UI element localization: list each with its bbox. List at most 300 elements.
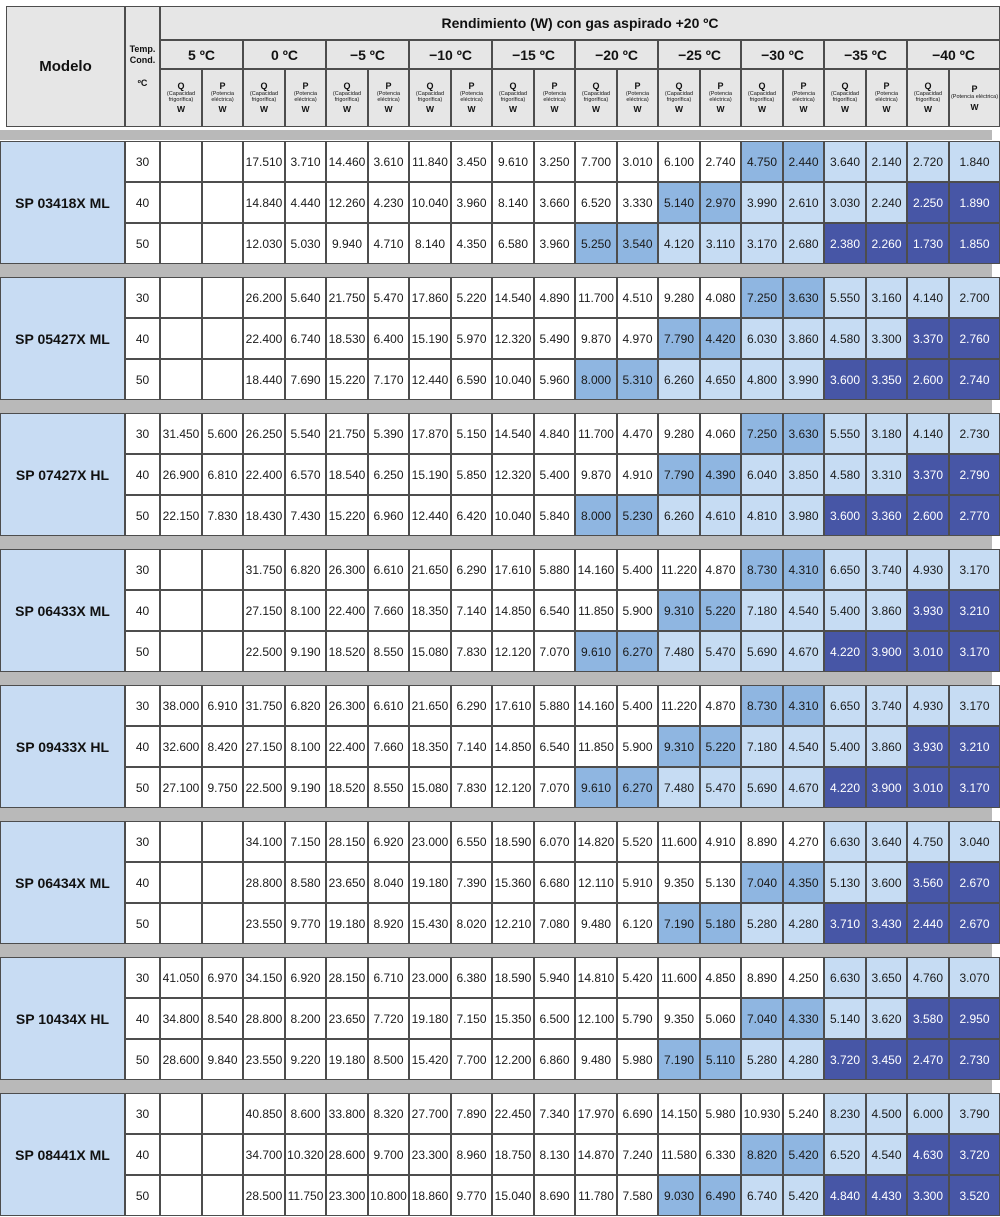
power-value-cell: 5.060 — [700, 998, 741, 1039]
power-value-cell: 6.070 — [534, 821, 575, 862]
power-value-cell: 2.440 — [783, 141, 824, 182]
power-value-cell: 7.660 — [368, 726, 409, 767]
power-value-cell: 2.740 — [949, 359, 1000, 400]
capacity-value-cell: 4.220 — [824, 631, 866, 672]
power-value-cell: 4.970 — [617, 318, 658, 359]
power-value-cell: 6.860 — [534, 1039, 575, 1080]
power-value-cell: 3.170 — [949, 631, 1000, 672]
capacity-value-cell: 14.870 — [575, 1134, 617, 1175]
power-value-cell: 2.760 — [949, 318, 1000, 359]
power-value-cell: 4.270 — [783, 821, 824, 862]
power-value-cell: 3.980 — [783, 495, 824, 536]
power-value-cell: 2.240 — [866, 182, 907, 223]
capacity-value-cell: 18.530 — [326, 318, 368, 359]
capacity-value-cell: 3.640 — [824, 141, 866, 182]
q-capacity-header — [409, 69, 451, 127]
q-label: Q — [426, 81, 434, 92]
power-value-cell: 7.150 — [285, 821, 326, 862]
power-value-cell: 3.630 — [783, 413, 824, 454]
capacity-value-cell: 18.520 — [326, 767, 368, 808]
capacity-value-cell: 1.730 — [907, 223, 949, 264]
block-separator — [0, 944, 992, 957]
capacity-value-cell: 12.100 — [575, 998, 617, 1039]
capacity-value-cell: 27.100 — [160, 767, 202, 808]
capacity-value-cell: 7.250 — [741, 277, 783, 318]
capacity-value-cell: 28.150 — [326, 957, 368, 998]
power-value-cell: 5.030 — [285, 223, 326, 264]
capacity-value-cell: 2.470 — [907, 1039, 949, 1080]
capacity-value-cell: 17.610 — [492, 685, 534, 726]
capacity-value-cell: 5.690 — [741, 631, 783, 672]
capacity-value-cell: 4.750 — [907, 821, 949, 862]
power-value-cell: 4.470 — [617, 413, 658, 454]
power-value-cell: 6.420 — [451, 495, 492, 536]
power-value-cell: 1.890 — [949, 182, 1000, 223]
capacity-value-cell — [160, 821, 202, 862]
capacity-value-cell: 11.600 — [658, 957, 700, 998]
capacity-value-cell: 31.450 — [160, 413, 202, 454]
capacity-value-cell: 3.010 — [907, 631, 949, 672]
capacity-value-cell: 14.460 — [326, 141, 368, 182]
power-value-cell: 5.470 — [368, 277, 409, 318]
power-value-cell: 4.390 — [700, 454, 741, 495]
capacity-value-cell: 18.440 — [243, 359, 285, 400]
power-value-cell: 7.140 — [451, 590, 492, 631]
power-value-cell: 6.380 — [451, 957, 492, 998]
capacity-value-cell: 6.520 — [575, 182, 617, 223]
power-value-cell: 5.230 — [617, 495, 658, 536]
capacity-value-cell: 4.750 — [741, 141, 783, 182]
power-value-cell — [202, 318, 243, 359]
condensing-temp-cell: 50 — [125, 767, 160, 808]
power-value-cell: 3.540 — [617, 223, 658, 264]
power-value-cell: 4.710 — [368, 223, 409, 264]
capacity-value-cell: 3.170 — [741, 223, 783, 264]
capacity-value-cell: 9.280 — [658, 413, 700, 454]
capacity-value-cell: 32.600 — [160, 726, 202, 767]
power-value-cell: 3.010 — [617, 141, 658, 182]
power-value-cell: 7.660 — [368, 590, 409, 631]
power-value-cell: 4.080 — [700, 277, 741, 318]
p-power-header — [949, 69, 1000, 127]
p-description: (Potencia eléctrica) — [708, 91, 733, 103]
capacity-value-cell: 4.930 — [907, 549, 949, 590]
capacity-value-cell: 3.720 — [824, 1039, 866, 1080]
power-value-cell: 3.170 — [949, 685, 1000, 726]
power-value-cell: 11.750 — [285, 1175, 326, 1216]
capacity-value-cell: 22.400 — [326, 590, 368, 631]
capacity-value-cell: 26.200 — [243, 277, 285, 318]
power-value-cell: 5.470 — [700, 767, 741, 808]
capacity-value-cell: 5.550 — [824, 277, 866, 318]
capacity-value-cell: 8.140 — [492, 182, 534, 223]
power-value-cell: 3.660 — [534, 182, 575, 223]
capacity-value-cell: 3.370 — [907, 454, 949, 495]
capacity-value-cell: 31.750 — [243, 549, 285, 590]
capacity-value-cell: 15.040 — [492, 1175, 534, 1216]
capacity-value-cell: 6.260 — [658, 359, 700, 400]
capacity-value-cell: 14.820 — [575, 821, 617, 862]
power-value-cell: 5.640 — [285, 277, 326, 318]
capacity-value-cell: 4.800 — [741, 359, 783, 400]
capacity-value-cell: 28.800 — [243, 862, 285, 903]
power-value-cell: 6.400 — [368, 318, 409, 359]
p-description: (Potencia eléctrica) — [791, 91, 816, 103]
capacity-value-cell: 15.080 — [409, 767, 451, 808]
power-value-cell: 3.160 — [866, 277, 907, 318]
power-value-cell: 3.170 — [949, 549, 1000, 590]
capacity-value-cell: 18.590 — [492, 957, 534, 998]
power-value-cell: 3.850 — [783, 454, 824, 495]
q-label: Q — [841, 81, 849, 92]
capacity-value-cell: 7.480 — [658, 631, 700, 672]
condensing-temp-cell: 40 — [125, 862, 160, 903]
power-value-cell: 4.870 — [700, 685, 741, 726]
power-value-cell: 6.810 — [202, 454, 243, 495]
capacity-value-cell — [160, 862, 202, 903]
capacity-value-cell: 11.840 — [409, 141, 451, 182]
power-value-cell: 5.880 — [534, 549, 575, 590]
q-description: (Capacidad frigorífica) — [581, 91, 611, 103]
condensing-temp-cell: 50 — [125, 1039, 160, 1080]
power-value-cell: 8.920 — [368, 903, 409, 944]
capacity-value-cell: 26.250 — [243, 413, 285, 454]
p-label: P — [971, 84, 978, 94]
p-unit: W — [882, 104, 891, 115]
capacity-value-cell: 4.580 — [824, 454, 866, 495]
power-value-cell: 6.710 — [368, 957, 409, 998]
capacity-value-cell: 15.190 — [409, 454, 451, 495]
power-value-cell — [202, 1093, 243, 1134]
capacity-value-cell: 41.050 — [160, 957, 202, 998]
power-value-cell: 2.680 — [783, 223, 824, 264]
power-value-cell: 6.820 — [285, 685, 326, 726]
power-value-cell: 8.500 — [368, 1039, 409, 1080]
power-value-cell: 5.540 — [285, 413, 326, 454]
capacity-value-cell: 15.360 — [492, 862, 534, 903]
capacity-value-cell: 9.030 — [658, 1175, 700, 1216]
power-value-cell: 4.250 — [783, 957, 824, 998]
capacity-value-cell — [160, 182, 202, 223]
q-capacity-header — [492, 69, 534, 127]
q-capacity-header — [243, 69, 285, 127]
power-value-cell: 4.650 — [700, 359, 741, 400]
evap-temp-header: −40 ºC — [907, 40, 1000, 69]
capacity-value-cell: 5.130 — [824, 862, 866, 903]
power-value-cell — [202, 631, 243, 672]
q-unit: W — [840, 104, 850, 115]
capacity-value-cell: 7.040 — [741, 998, 783, 1039]
capacity-value-cell: 23.550 — [243, 1039, 285, 1080]
power-value-cell: 8.550 — [368, 631, 409, 672]
power-value-cell: 5.400 — [617, 549, 658, 590]
power-value-cell — [202, 182, 243, 223]
model-name: SP 05427X ML — [0, 277, 125, 400]
condensing-temp-cell: 30 — [125, 685, 160, 726]
capacity-value-cell: 33.800 — [326, 1093, 368, 1134]
capacity-value-cell: 8.000 — [575, 495, 617, 536]
condensing-temp-cell: 40 — [125, 318, 160, 359]
power-value-cell: 5.490 — [534, 318, 575, 359]
power-value-cell: 5.980 — [700, 1093, 741, 1134]
power-value-cell: 3.430 — [866, 903, 907, 944]
power-value-cell: 1.840 — [949, 141, 1000, 182]
power-value-cell: 3.790 — [949, 1093, 1000, 1134]
power-value-cell: 7.140 — [451, 726, 492, 767]
p-power-header — [451, 69, 492, 127]
block-separator — [0, 400, 992, 413]
power-value-cell — [202, 862, 243, 903]
power-value-cell: 3.620 — [866, 998, 907, 1039]
capacity-value-cell: 14.160 — [575, 549, 617, 590]
p-power-header — [534, 69, 575, 127]
power-value-cell: 3.960 — [451, 182, 492, 223]
p-unit: W — [467, 104, 476, 115]
capacity-value-cell: 6.630 — [824, 821, 866, 862]
power-value-cell: 3.250 — [534, 141, 575, 182]
power-value-cell: 9.220 — [285, 1039, 326, 1080]
power-value-cell: 4.540 — [866, 1134, 907, 1175]
power-value-cell: 5.390 — [368, 413, 409, 454]
capacity-value-cell: 5.400 — [824, 590, 866, 631]
capacity-value-cell: 6.030 — [741, 318, 783, 359]
power-value-cell: 8.420 — [202, 726, 243, 767]
capacity-value-cell: 6.650 — [824, 685, 866, 726]
q-unit: W — [508, 104, 518, 115]
capacity-value-cell: 4.840 — [824, 1175, 866, 1216]
capacity-value-cell: 18.540 — [326, 454, 368, 495]
power-value-cell: 6.820 — [285, 549, 326, 590]
capacity-value-cell: 22.500 — [243, 767, 285, 808]
evap-temp-header: −15 ºC — [492, 40, 575, 69]
capacity-value-cell — [160, 1093, 202, 1134]
capacity-value-cell — [160, 141, 202, 182]
model-column-header: Modelo — [6, 6, 125, 127]
power-value-cell: 5.980 — [617, 1039, 658, 1080]
capacity-value-cell: 40.850 — [243, 1093, 285, 1134]
temp-cond-unit: ºC — [137, 77, 148, 88]
capacity-value-cell: 34.700 — [243, 1134, 285, 1175]
power-value-cell: 8.960 — [451, 1134, 492, 1175]
q-label: Q — [592, 81, 600, 92]
power-value-cell — [202, 359, 243, 400]
power-value-cell: 4.840 — [534, 413, 575, 454]
capacity-value-cell: 5.280 — [741, 903, 783, 944]
q-description: (Capacidad frigorífica) — [498, 91, 528, 103]
p-description: (Potencia eléctrica) — [293, 91, 318, 103]
capacity-value-cell: 21.750 — [326, 277, 368, 318]
capacity-value-cell — [160, 903, 202, 944]
capacity-value-cell: 6.740 — [741, 1175, 783, 1216]
power-value-cell: 4.910 — [617, 454, 658, 495]
capacity-value-cell: 4.140 — [907, 277, 949, 318]
q-unit: W — [425, 104, 435, 115]
capacity-value-cell: 3.930 — [907, 590, 949, 631]
condensing-temp-cell: 50 — [125, 359, 160, 400]
power-value-cell — [202, 1134, 243, 1175]
p-unit: W — [970, 101, 979, 112]
power-value-cell: 5.960 — [534, 359, 575, 400]
model-name: SP 07427X HL — [0, 413, 125, 536]
evap-temp-header: −25 ºC — [658, 40, 741, 69]
capacity-value-cell: 7.790 — [658, 454, 700, 495]
capacity-value-cell: 9.280 — [658, 277, 700, 318]
capacity-value-cell: 7.190 — [658, 1039, 700, 1080]
p-description: (Potencia eléctrica) — [625, 91, 650, 103]
power-value-cell: 3.450 — [866, 1039, 907, 1080]
power-value-cell: 3.900 — [866, 767, 907, 808]
capacity-value-cell: 3.300 — [907, 1175, 949, 1216]
power-value-cell: 7.690 — [285, 359, 326, 400]
capacity-value-cell: 14.810 — [575, 957, 617, 998]
capacity-value-cell — [160, 549, 202, 590]
power-value-cell: 6.290 — [451, 685, 492, 726]
q-label: Q — [675, 81, 683, 92]
power-value-cell: 3.450 — [451, 141, 492, 182]
power-value-cell: 8.130 — [534, 1134, 575, 1175]
power-value-cell: 5.970 — [451, 318, 492, 359]
power-value-cell: 5.420 — [783, 1175, 824, 1216]
capacity-value-cell: 28.800 — [243, 998, 285, 1039]
capacity-value-cell: 19.180 — [409, 862, 451, 903]
capacity-value-cell — [160, 1134, 202, 1175]
capacity-value-cell: 23.550 — [243, 903, 285, 944]
capacity-value-cell: 4.810 — [741, 495, 783, 536]
power-value-cell: 3.520 — [949, 1175, 1000, 1216]
capacity-value-cell: 8.820 — [741, 1134, 783, 1175]
capacity-value-cell — [160, 1175, 202, 1216]
capacity-value-cell: 22.150 — [160, 495, 202, 536]
p-description: (Potencia eléctrica) — [950, 94, 999, 100]
condensing-temp-cell: 30 — [125, 141, 160, 182]
p-unit: W — [550, 104, 559, 115]
power-value-cell: 3.300 — [866, 318, 907, 359]
power-value-cell: 6.330 — [700, 1134, 741, 1175]
power-value-cell: 8.040 — [368, 862, 409, 903]
capacity-value-cell: 31.750 — [243, 685, 285, 726]
q-label: Q — [509, 81, 517, 92]
power-value-cell: 2.970 — [700, 182, 741, 223]
capacity-value-cell: 3.370 — [907, 318, 949, 359]
condensing-temp-cell: 50 — [125, 1175, 160, 1216]
q-capacity-header — [907, 69, 949, 127]
power-value-cell: 2.700 — [949, 277, 1000, 318]
capacity-value-cell: 23.300 — [326, 1175, 368, 1216]
power-value-cell: 7.150 — [451, 998, 492, 1039]
p-label: P — [717, 81, 724, 92]
power-value-cell: 7.240 — [617, 1134, 658, 1175]
evap-temp-header: −5 ºC — [326, 40, 409, 69]
capacity-value-cell: 26.300 — [326, 685, 368, 726]
p-unit: W — [799, 104, 808, 115]
power-value-cell: 3.210 — [949, 590, 1000, 631]
capacity-value-cell — [160, 277, 202, 318]
capacity-value-cell: 12.260 — [326, 182, 368, 223]
capacity-value-cell: 14.840 — [243, 182, 285, 223]
capacity-value-cell: 6.650 — [824, 549, 866, 590]
power-value-cell — [202, 1175, 243, 1216]
power-value-cell: 4.060 — [700, 413, 741, 454]
capacity-value-cell: 18.520 — [326, 631, 368, 672]
capacity-value-cell: 34.800 — [160, 998, 202, 1039]
capacity-value-cell: 23.650 — [326, 862, 368, 903]
power-value-cell: 8.320 — [368, 1093, 409, 1134]
q-label: Q — [924, 81, 932, 92]
capacity-value-cell: 15.220 — [326, 495, 368, 536]
capacity-value-cell: 12.320 — [492, 318, 534, 359]
power-value-cell: 3.860 — [783, 318, 824, 359]
capacity-value-cell: 9.870 — [575, 454, 617, 495]
capacity-value-cell: 9.480 — [575, 903, 617, 944]
power-value-cell: 1.850 — [949, 223, 1000, 264]
capacity-value-cell: 11.850 — [575, 726, 617, 767]
power-value-cell: 6.920 — [368, 821, 409, 862]
capacity-value-cell: 12.440 — [409, 359, 451, 400]
capacity-value-cell: 12.200 — [492, 1039, 534, 1080]
power-value-cell: 3.210 — [949, 726, 1000, 767]
capacity-value-cell — [160, 318, 202, 359]
q-unit: W — [591, 104, 601, 115]
capacity-value-cell: 27.150 — [243, 590, 285, 631]
power-value-cell: 4.330 — [783, 998, 824, 1039]
capacity-value-cell: 15.220 — [326, 359, 368, 400]
condensing-temp-cell: 40 — [125, 454, 160, 495]
capacity-value-cell: 11.850 — [575, 590, 617, 631]
power-value-cell: 4.350 — [783, 862, 824, 903]
capacity-value-cell: 10.930 — [741, 1093, 783, 1134]
power-value-cell: 5.400 — [617, 685, 658, 726]
power-value-cell: 9.770 — [285, 903, 326, 944]
power-value-cell: 3.040 — [949, 821, 1000, 862]
capacity-value-cell: 28.500 — [243, 1175, 285, 1216]
power-value-cell: 3.990 — [783, 359, 824, 400]
power-value-cell: 6.920 — [285, 957, 326, 998]
q-description: (Capacidad frigorífica) — [332, 91, 362, 103]
capacity-value-cell: 26.900 — [160, 454, 202, 495]
power-value-cell: 7.830 — [451, 631, 492, 672]
power-value-cell: 6.690 — [617, 1093, 658, 1134]
capacity-value-cell: 14.540 — [492, 277, 534, 318]
q-label: Q — [758, 81, 766, 92]
capacity-value-cell: 12.120 — [492, 767, 534, 808]
power-value-cell: 8.100 — [285, 590, 326, 631]
capacity-value-cell: 6.100 — [658, 141, 700, 182]
capacity-value-cell: 3.030 — [824, 182, 866, 223]
capacity-value-cell: 11.220 — [658, 549, 700, 590]
capacity-value-cell: 15.080 — [409, 631, 451, 672]
power-value-cell: 3.740 — [866, 549, 907, 590]
q-description: (Capacidad frigorífica) — [830, 91, 860, 103]
power-value-cell: 3.360 — [866, 495, 907, 536]
capacity-value-cell: 17.510 — [243, 141, 285, 182]
capacity-value-cell: 26.300 — [326, 549, 368, 590]
condensing-temp-cell: 50 — [125, 223, 160, 264]
capacity-value-cell: 38.000 — [160, 685, 202, 726]
power-value-cell: 7.070 — [534, 631, 575, 672]
power-value-cell: 4.420 — [700, 318, 741, 359]
power-value-cell: 4.430 — [866, 1175, 907, 1216]
q-label: Q — [177, 81, 185, 92]
header-separator — [0, 130, 992, 140]
power-value-cell: 5.470 — [700, 631, 741, 672]
capacity-value-cell: 34.100 — [243, 821, 285, 862]
capacity-value-cell: 6.630 — [824, 957, 866, 998]
p-power-header — [202, 69, 243, 127]
capacity-value-cell: 11.700 — [575, 277, 617, 318]
capacity-value-cell: 9.610 — [492, 141, 534, 182]
capacity-value-cell: 28.600 — [326, 1134, 368, 1175]
condensing-temp-cell: 40 — [125, 998, 160, 1039]
